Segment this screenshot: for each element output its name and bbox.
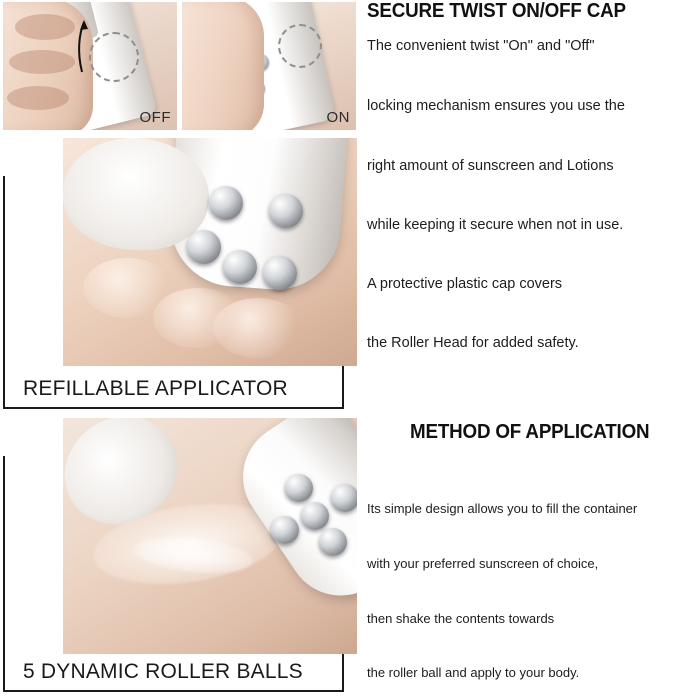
secure-twist-line-3: right amount of sunscreen and Lotions [367, 158, 614, 174]
section-heading-secure-twist: SECURE TWIST ON/OFF CAP [367, 0, 626, 22]
roller-ball [285, 474, 313, 502]
method-line-1: Its simple design allows you to fill the container [367, 501, 638, 516]
refillable-applicator-label: REFILLABLE APPLICATOR [23, 377, 288, 400]
roller-ball [223, 250, 257, 284]
roller-balls-label: 5 DYNAMIC ROLLER BALLS [23, 660, 303, 683]
secure-twist-line-4: while keeping it secure when not in use. [367, 217, 624, 233]
twist-off-photo [3, 2, 177, 130]
highlight-ring [89, 32, 139, 82]
highlight-ring [278, 24, 322, 68]
roller-ball [187, 230, 221, 264]
roller-ball [263, 256, 297, 290]
secure-twist-line-1: The convenient twist "On" and "Off" [367, 38, 595, 54]
secure-twist-line-6: the Roller Head for added safety. [367, 335, 579, 351]
twist-on-photo [182, 2, 356, 130]
section-heading-method-of-application: METHOD OF APPLICATION [410, 421, 650, 443]
roller-ball [319, 528, 347, 556]
roller-ball [271, 516, 299, 544]
roller-ball [269, 194, 303, 228]
roller-ball [301, 502, 329, 530]
method-line-3: then shake the contents towards [367, 611, 555, 626]
refillable-applicator-photo [63, 138, 357, 366]
off-state-label: OFF [139, 109, 171, 126]
on-state-label: ON [326, 109, 350, 126]
roller-ball [331, 484, 357, 512]
twist-direction-arrow-icon [71, 18, 93, 74]
roller-ball [209, 186, 243, 220]
secure-twist-line-2: locking mechanism ensures you use the [367, 98, 625, 114]
roller-balls-photo [63, 418, 357, 654]
hand-fingers [182, 2, 264, 130]
method-line-2: with your preferred sunscreen of choice, [367, 556, 599, 571]
secure-twist-line-5: A protective plastic cap covers [367, 276, 563, 292]
method-line-4: the roller ball and apply to your body. [367, 665, 580, 680]
